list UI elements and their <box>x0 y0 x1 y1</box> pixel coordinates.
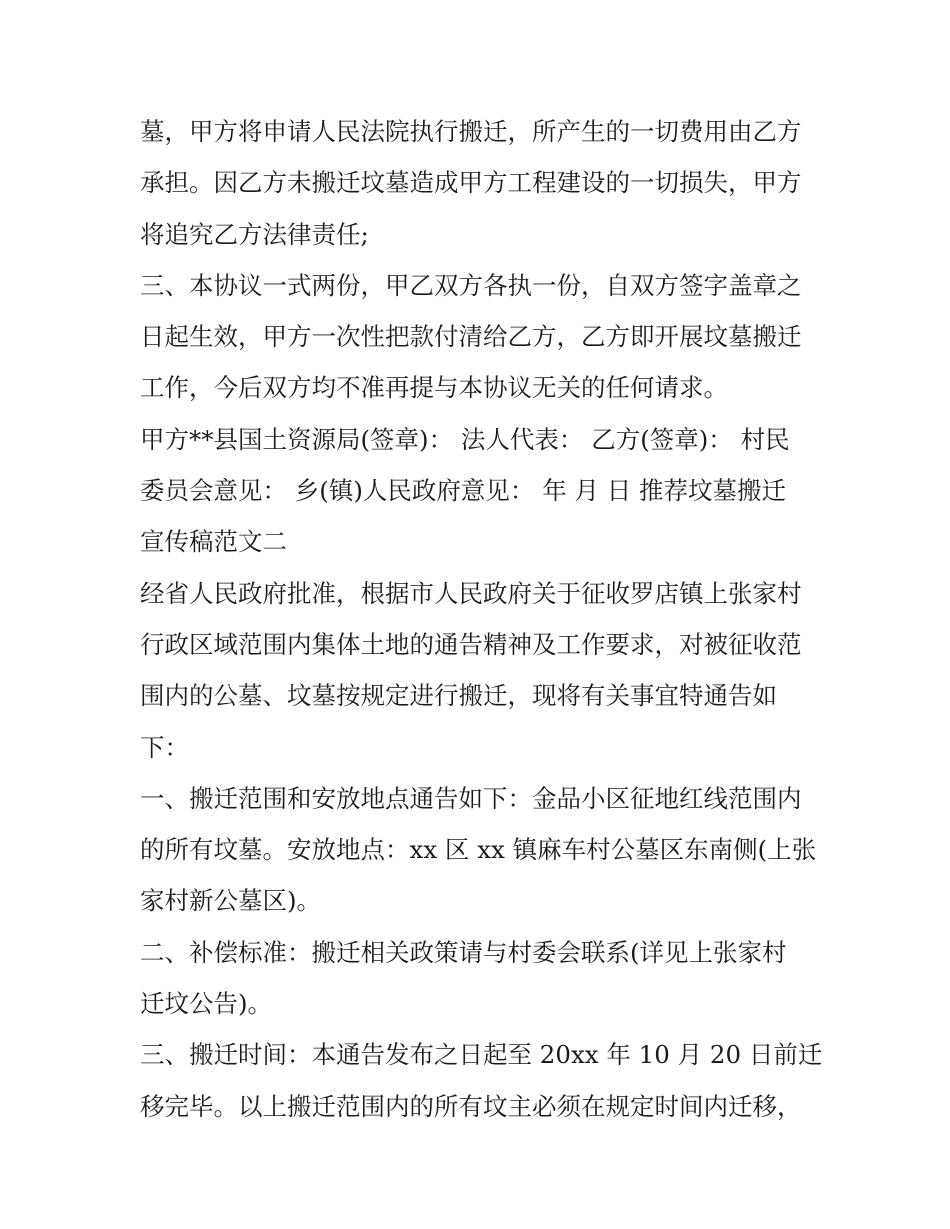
text-line: 委员会意见： 乡(镇)人民政府意见： 年 月 日 推荐坟墓搬迁 <box>140 476 787 506</box>
text-line: 一、搬迁范围和安放地点通告如下：金品小区征地红线范围内 <box>140 783 802 813</box>
text-line: 家村新公墓区)。 <box>140 886 322 916</box>
text-line: 将追究乙方法律责任; <box>140 219 369 249</box>
text-line: 三、本协议一式两份，甲乙双方各执一份，自双方签字盖章之 <box>140 270 802 300</box>
text-line: 三、搬迁时间：本通告发布之日起至 20xx 年 10 月 20 日前迁 <box>140 1040 823 1070</box>
text-line: 行政区域范围内集体土地的通告精神及工作要求，对被征收范 <box>140 629 802 659</box>
section-heading: 宣传稿范文二 <box>140 527 287 557</box>
text-line: 移完毕。以上搬迁范围内的所有坟主必须在规定时间内迁移， <box>140 1091 802 1121</box>
text-line: 工作，今后双方均不准再提与本协议无关的任何请求。 <box>140 373 728 403</box>
text-line: 二、补偿标准：搬迁相关政策请与村委会联系(详见上张家村 <box>140 937 787 967</box>
text-line: 的所有坟墓。安放地点：xx 区 xx 镇麻车村公墓区东南侧(上张 <box>140 835 817 865</box>
text-line: 迁坟公告)。 <box>140 989 273 1019</box>
text-line: 经省人民政府批准，根据市人民政府关于征收罗店镇上张家村 <box>140 578 802 608</box>
text-line: 甲方**县国土资源局(签章)： 法人代表： 乙方(签章)： 村民 <box>140 424 790 454</box>
text-line: 下： <box>140 732 189 762</box>
text-line: 日起生效，甲方一次性把款付清给乙方，乙方即开展坟墓搬迁 <box>140 322 802 352</box>
document-body <box>140 106 823 1132</box>
text-line: 承担。因乙方未搬迁坟墓造成甲方工程建设的一切损失，甲方 <box>140 168 802 198</box>
text-line: 围内的公墓、坟墓按规定进行搬迁，现将有关事宜特通告如 <box>140 681 777 711</box>
text-line: 墓，甲方将申请人民法院执行搬迁，所产生的一切费用由乙方 <box>140 117 802 146</box>
